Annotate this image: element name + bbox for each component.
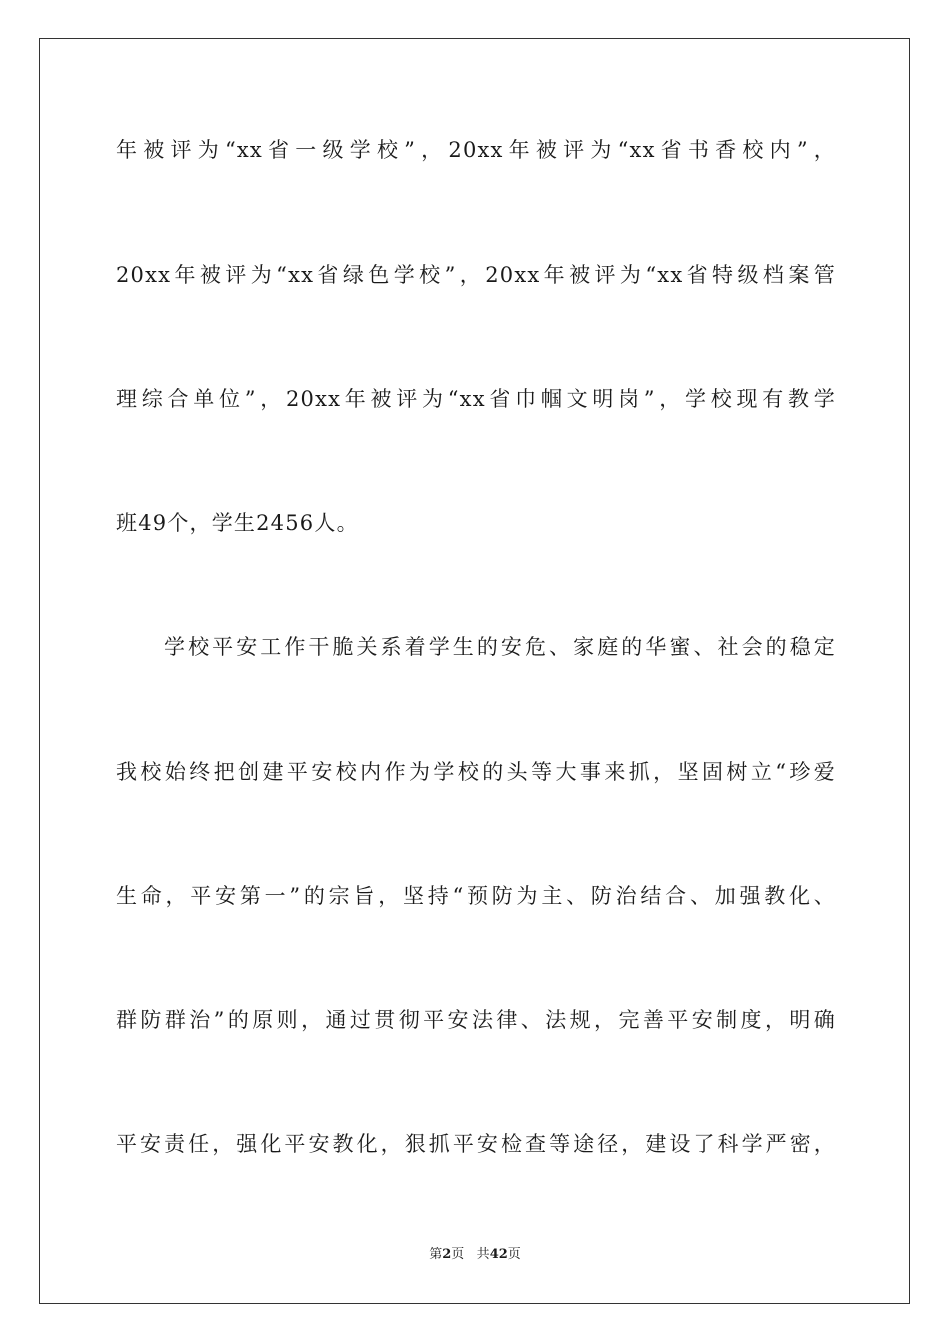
- footer-total-suffix: 页: [507, 1247, 521, 1262]
- text-line-5: 学校平安工作干脆关系着学生的安危、家庭的华蜜、社会的稳定: [164, 635, 836, 659]
- footer-total-prefix: 共: [476, 1247, 490, 1262]
- footer-current-page: 2: [442, 1247, 452, 1262]
- text-line-7: 生命，平安第一”的宗旨，坚持“预防为主、防治结合、加强教化、: [116, 884, 836, 908]
- footer-page-prefix: 第: [429, 1247, 443, 1262]
- text-line-6: 我校始终把创建平安校内作为学校的头等大事来抓，坚固树立“珍爱: [116, 760, 836, 784]
- page-footer: [0, 1246, 950, 1264]
- footer-total-pages: 42: [489, 1247, 508, 1262]
- footer-page-suffix: 页: [451, 1247, 465, 1262]
- text-line-8: 群防群治”的原则，通过贯彻平安法律、法规，完善平安制度，明确: [116, 1008, 836, 1032]
- text-line-1: 年被评为“xx省一级学校”，20xx年被评为“xx省书香校内”，: [116, 138, 836, 162]
- text-line-4: 班49个，学生2456人。: [116, 511, 359, 535]
- text-line-9: 平安责任，强化平安教化，狠抓平安检查等途径，建设了科学严密，: [116, 1132, 836, 1156]
- page-frame: [39, 38, 910, 1304]
- text-line-2: 20xx年被评为“xx省绿色学校”，20xx年被评为“xx省特级档案管: [116, 263, 836, 287]
- text-line-3: 理综合单位”，20xx年被评为“xx省巾帼文明岗”，学校现有教学: [116, 387, 836, 411]
